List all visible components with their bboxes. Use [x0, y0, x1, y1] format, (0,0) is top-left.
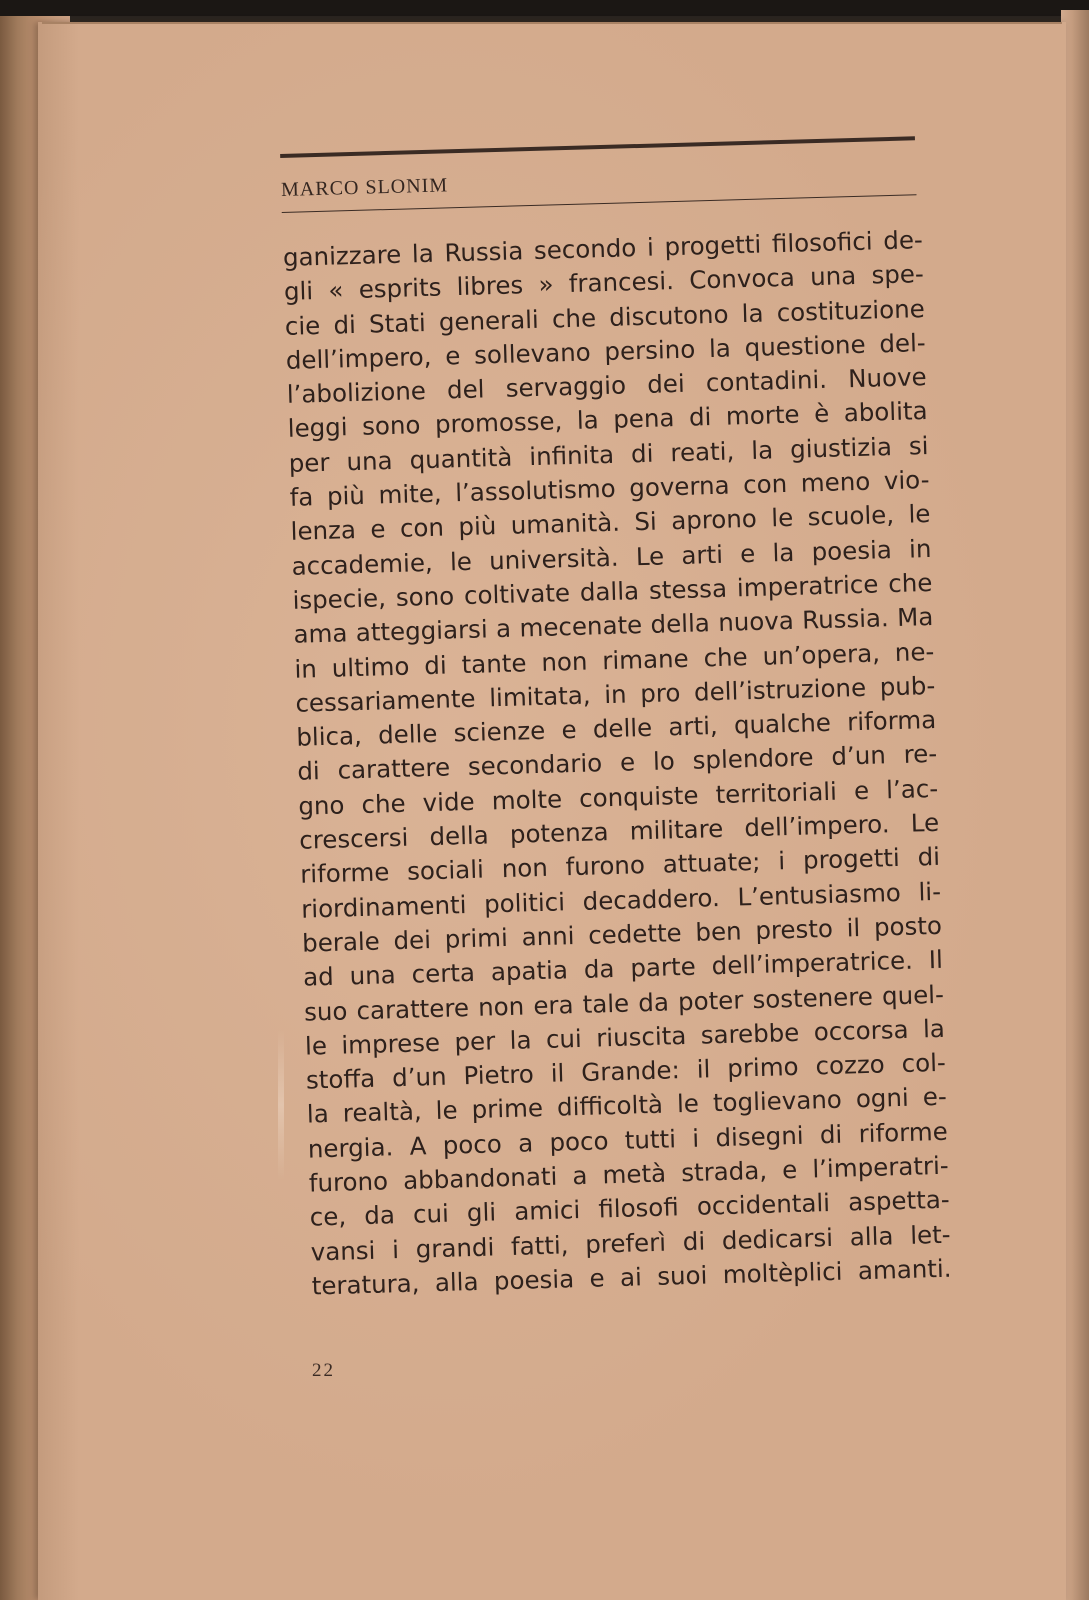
- text-line: blica, delle scienze e delle arti, qualche riforma: [296, 705, 937, 752]
- text-line: crescersi della potenza militare dell’impero. Le: [298, 807, 940, 855]
- text-line: stoffa d’un Pietro il Grande: il primo cozzo col-: [305, 1047, 947, 1095]
- text-line: di carattere secondario e lo splendore d’un re-: [296, 739, 938, 787]
- text-line: berale dei primi anni cedette ben presto il posto: [301, 910, 943, 958]
- text-line: ce, da cui gli amici filosofi occidentali aspetta-: [309, 1185, 950, 1232]
- running-head: MARCO SLONIM: [280, 174, 449, 201]
- text-line: accademie, le università. Le arti e la poesia in: [291, 533, 932, 581]
- text-line: leggi sono promosse, la pena di morte è abolita: [287, 396, 928, 444]
- text-line: per una quantità infinita di reati, la giustizia si: [288, 430, 929, 478]
- text-line: cessariamente limitata, in pro dell’istruzione pub-: [295, 670, 936, 718]
- page-top-edge: [42, 22, 1062, 24]
- text-line: la realtà, le prime difficoltà le toglievano ogni e-: [306, 1082, 948, 1130]
- text-line: fa più mite, l’assolutismo governa con meno vio-: [289, 465, 930, 512]
- text-block: [280, 132, 967, 1304]
- text-line: in ultimo di tante non rimane che un’opera, ne-: [294, 636, 935, 684]
- text-line: teratura, alla poesia e ai suoi moltèplici amanti.: [311, 1253, 952, 1301]
- text-line: riordinamenti politici decaddero. L’entusiasmo li-: [300, 876, 942, 924]
- page-number: 22: [312, 1360, 335, 1381]
- text-line: l’abolizione del servaggio dei contadini. Nuove: [286, 362, 927, 410]
- body-paragraph: [283, 223, 967, 1304]
- text-line: riforme sociali non furono attuate; i progetti di: [299, 842, 941, 890]
- text-line: gli « esprits libres » francesi. Convoca una spe-: [283, 259, 925, 307]
- text-line: ad una certa apatia da parte dell’imperatrice. Il: [302, 945, 944, 992]
- text-line: ispecie, sono coltivate dalla stessa imperatrice che: [292, 567, 933, 615]
- text-line: dell’impero, e sollevano persino la questione del-: [285, 327, 927, 375]
- text-line: ganizzare la Russia secondo i progetti filosofici de-: [282, 225, 924, 272]
- text-line: cie di Stati generali che discutono la costituzione: [284, 293, 926, 341]
- text-line: ama atteggiarsi a mecenate della nuova Russia. Ma: [293, 602, 934, 650]
- text-line: nergia. A poco a poco tutti i disegni di riforme: [307, 1116, 949, 1164]
- text-line: vansi i grandi fatti, preferì di dedicarsi alla let-: [310, 1219, 951, 1267]
- text-line: furono abbandonati a metà strada, e l’imperatri-: [308, 1150, 950, 1198]
- text-line: le imprese per la cui riuscita sarebbe occorsa la: [304, 1013, 946, 1061]
- text-line: gno che vide molte conquiste territoriali e l’ac-: [297, 773, 939, 821]
- text-line: suo carattere non era tale da poter sostenere quel-: [303, 979, 945, 1027]
- paper-crease: [278, 1030, 284, 1180]
- text-line: lenza e con più umanità. Si aprono le scuole, le: [290, 499, 931, 547]
- dark-background-strip: [0, 0, 1089, 16]
